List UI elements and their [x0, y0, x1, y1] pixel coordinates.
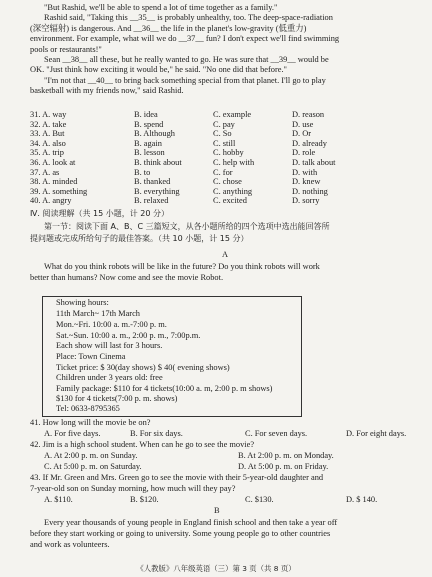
- choice: C. $130.: [245, 495, 274, 504]
- option-d: D. use: [292, 119, 314, 129]
- passage-line: and work as volunteers.: [30, 540, 110, 549]
- choice: A. For five days.: [44, 429, 101, 438]
- option-b: B. think about: [134, 157, 182, 167]
- option-c: C. hobby: [213, 148, 244, 158]
- option-d: D. reason: [292, 110, 325, 119]
- question-stem: 7-year-old son on Sunday morning, how much will they pay?: [30, 484, 236, 493]
- option-b: B. relaxed: [134, 196, 169, 206]
- passage-label: A: [222, 250, 229, 259]
- option-d: D. role: [292, 148, 316, 158]
- option-a: 39. A. something: [30, 186, 88, 196]
- passage-line: before they start working or going to university. Some young people go to other countries: [30, 529, 331, 538]
- option-c: C. chose: [213, 177, 242, 187]
- option-row: [30, 110, 420, 120]
- cloze-passage-end: [30, 3, 418, 97]
- page-footer: 《人教版》八年级英语（三）第 3 页（共 8 页）: [136, 564, 296, 573]
- passage-intro: better than humans? Now come and see the movie Robot.: [30, 273, 224, 282]
- passage-line: environment. For example, what will we do __37__ fun? I don't expect we'll find swimming: [30, 34, 340, 44]
- choice: D. For eight days.: [346, 429, 407, 438]
- option-d: D. talk about: [292, 157, 336, 167]
- option-row: [30, 177, 420, 187]
- option-a: 34. A. also: [30, 138, 66, 148]
- option-d: D. Or: [292, 129, 312, 139]
- option-row: [30, 129, 420, 139]
- option-c: C. for: [213, 167, 233, 177]
- question-stem: 42. Jim is a high school student. When can he go to see the movie?: [30, 440, 255, 449]
- choice: A. $110.: [44, 495, 73, 504]
- question-choices: [44, 495, 377, 505]
- option-b: B. everything: [134, 186, 180, 196]
- passage-line: Every year thousands of young people in England finish school and then take a year off: [44, 518, 338, 527]
- box-line: Ticket price: $ 30(day shows) $ 40( evening shows): [56, 363, 230, 372]
- box-line: Showing hours:: [56, 298, 109, 307]
- option-b: B. spend: [134, 119, 164, 129]
- option-a: 31. A. way: [30, 110, 67, 119]
- passage-line: basketball with my friends now," said Rashid.: [30, 86, 184, 96]
- section-heading: Ⅳ. 阅读理解（共 15 小题，计 20 分）: [30, 209, 169, 218]
- question-stem: 41. How long will the movie be on?: [30, 418, 151, 427]
- choice: C. At 5:00 p. m. on Saturday.: [44, 462, 142, 471]
- movie-info-box: [42, 296, 302, 417]
- box-line: Tel: 0633-8795365: [56, 404, 120, 413]
- choice: D. At 5:00 p. m. on Friday.: [238, 462, 329, 471]
- option-d: D. knew: [292, 177, 321, 187]
- box-line: Children under 3 years old: free: [56, 373, 163, 382]
- option-d: D. sorry: [292, 196, 320, 206]
- option-row: [30, 139, 420, 149]
- option-a: 38. A. minded: [30, 177, 78, 187]
- option-c: C. still: [213, 138, 236, 148]
- option-row: [30, 148, 420, 158]
- option-b: B. again: [134, 138, 162, 148]
- choice: B. For six days.: [130, 429, 183, 438]
- option-a: 32. A. take: [30, 119, 67, 129]
- option-row: [30, 168, 420, 178]
- option-a: 36. A. look at: [30, 157, 76, 167]
- section-instruction: 提问题或完成所给句子的最佳答案。（共 10 小题，计 15 分）: [30, 234, 249, 243]
- option-a: 35. A. trip: [30, 148, 64, 158]
- passage-line: "But Rashid, we'll be able to spend a lot of time together as a family.": [44, 3, 278, 12]
- passage-line: Rashid said, "Taking this __35__ is probably unhealthy, too. The deep-space-radiation: [44, 13, 333, 23]
- choice: A. At 2:00 p. m. on Sunday.: [44, 451, 138, 460]
- choice: B. $120.: [130, 495, 159, 504]
- choice: B. At 2:00 p. m. on Monday.: [238, 451, 334, 460]
- choice: D. $ 140.: [346, 495, 378, 504]
- passage-intro: What do you think robots will be like in the future? Do you think robots will work: [44, 262, 320, 271]
- option-c: C. example: [213, 110, 252, 119]
- question-choices: [44, 462, 328, 472]
- passage-line: (深空辐射) is dangerous. And __36__ the life in the planet's low-gravity (低重力): [30, 23, 307, 33]
- option-a: 33. A. But: [30, 129, 65, 139]
- passage-line: pools or restaurants!": [30, 44, 102, 54]
- option-b: B. Although: [134, 129, 175, 139]
- option-b: B. thanked: [134, 177, 171, 187]
- passage-line: Sean __38__ all these, but he really wanted to go. He was sure that __39__ would be: [44, 55, 329, 65]
- box-line: Each show will last for 3 hours.: [56, 341, 163, 350]
- question-choices: [44, 451, 334, 461]
- box-line: Place: Town Cinema: [56, 352, 126, 361]
- box-line: Family package: $110 for 4 tickets(10:00 a. m, 2:00 p. m shows): [56, 384, 273, 393]
- question-choices: [44, 429, 406, 439]
- option-c: C. So: [213, 129, 232, 139]
- option-row: [30, 196, 420, 206]
- option-row: [30, 120, 420, 130]
- option-d: D. with: [292, 167, 318, 177]
- passage-line: "I'm not that __40__ to bring back something special from that planet. I'll go to play: [44, 75, 326, 85]
- option-c: C. help with: [213, 157, 255, 167]
- option-b: B. idea: [134, 110, 158, 119]
- passage-label: B: [214, 506, 220, 515]
- box-line: Sat.~Sun. 10:00 a. m., 2:00 p. m., 7:00p.m.: [56, 331, 201, 340]
- option-d: D. nothing: [292, 186, 328, 196]
- passage-line: OK. "Just think how exciting it would be," he said. "No one did that before.": [30, 65, 287, 75]
- option-c: C. anything: [213, 186, 253, 196]
- option-a: 37. A. as: [30, 167, 60, 177]
- option-b: B. to: [134, 167, 151, 177]
- option-row: [30, 158, 420, 168]
- question-stem: 43. If Mr. Green and Mrs. Green go to see the movie with their 5-year-old daughter and: [30, 473, 324, 482]
- option-row: [30, 187, 420, 197]
- box-line: Mon.~Fri. 10:00 a. m.-7:00 p. m.: [56, 320, 167, 329]
- choice: C. For seven days.: [245, 429, 308, 438]
- box-line: 11th March~ 17th March: [56, 309, 140, 318]
- option-d: D. already: [292, 138, 327, 148]
- cloze-options-table: [30, 110, 420, 206]
- box-line: $130 for 4 tickets(7:00 p. m. shows): [56, 394, 178, 403]
- option-c: C. pay: [213, 119, 235, 129]
- section-instruction: 第一节：阅读下面 A、B、C 三篇短文，从各小题所给的四个选项中选出能回答所: [44, 222, 330, 231]
- option-b: B. lesson: [134, 148, 165, 158]
- option-a: 40. A. angry: [30, 196, 72, 206]
- option-c: C. excited: [213, 196, 247, 206]
